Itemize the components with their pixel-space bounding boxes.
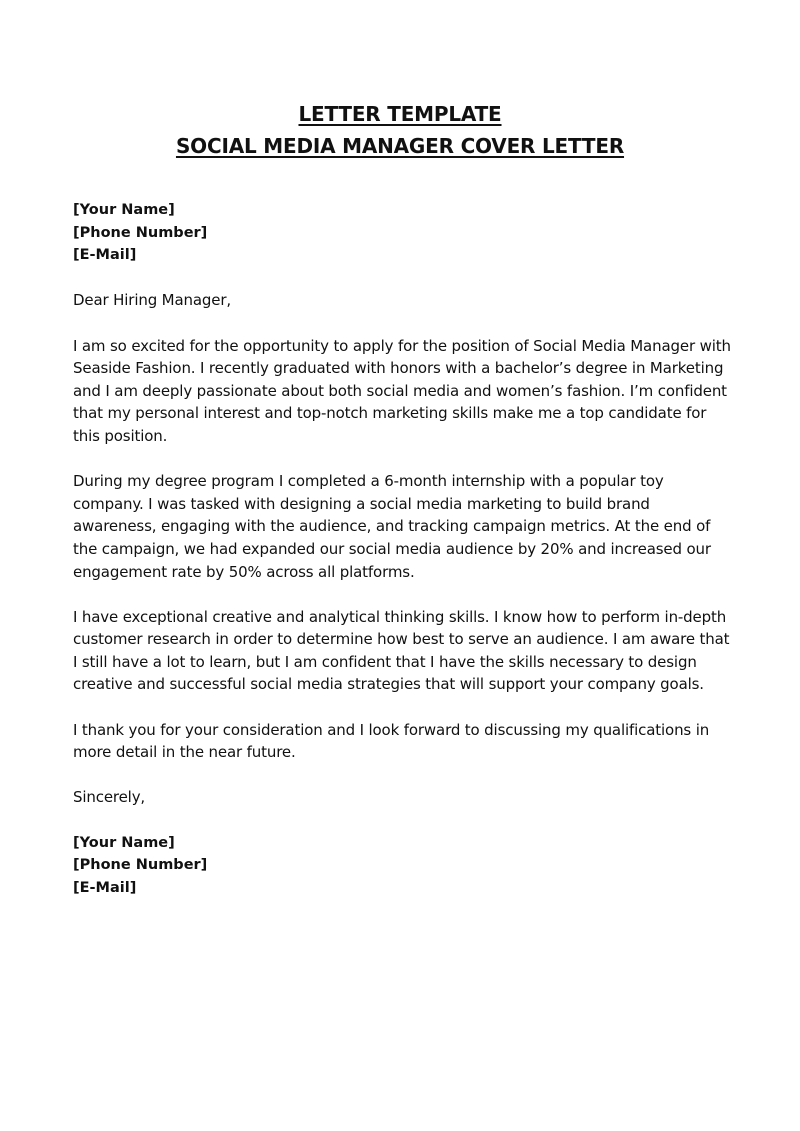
spacer (73, 267, 733, 290)
sender-email: [E-Mail] (73, 247, 137, 264)
signature-name: [Your Name] (73, 834, 175, 851)
signature-block (73, 832, 733, 900)
spacer (73, 583, 733, 606)
document-title: LETTER TEMPLATE (298, 102, 502, 126)
sender-name: [Your Name] (73, 202, 175, 218)
spacer (73, 448, 733, 471)
paragraph-skills: I have exceptional creative and analytical thinking skills. I know how to perform in-depth customer research in order to determine how best to serve an audience. I am aware that I still have a lot to learn, but I am confident that I have the skills necessary to design creative and successful social media strategies that will support your company goals. (73, 607, 730, 694)
sender-phone: [Phone Number] (73, 224, 208, 241)
paragraph-experience: During my degree program I completed a 6-month internship with a popular toy company. I was tasked with designing a social media marketing to build brand awareness, engaging with the audience, and tracking campaign metrics. At the end of the campaign, we had expanded our social media audience by 20% and increased our engagement rate by 50% across all platforms. (73, 472, 711, 581)
closing: Sincerely, (73, 788, 146, 807)
title-block (0, 98, 800, 162)
spacer (73, 312, 733, 335)
signature-email: [E-Mail] (73, 879, 137, 896)
signature-phone: [Phone Number] (73, 857, 208, 874)
paragraph-thanks: I thank you for your consideration and I look forward to discussing my qualifications in more detail in the near future. (73, 720, 710, 762)
paragraph-intro: I am so excited for the opportunity to apply for the position of Social Media Manager with Seaside Fashion. I recently graduated with honors with a bachelor’s degree in Marketing and I am deeply passionate about both social media and women’s fashion. I’m confident that my personal interest and top-notch marketing skills make me a top candidate for this position. (73, 336, 731, 445)
sender-contact-block (73, 199, 733, 267)
spacer (73, 696, 733, 719)
letter-body (73, 199, 733, 899)
spacer (73, 809, 733, 832)
document-subtitle: SOCIAL MEDIA MANAGER COVER LETTER (175, 134, 625, 158)
spacer (73, 764, 733, 787)
salutation: Dear Hiring Manager, (73, 291, 232, 310)
